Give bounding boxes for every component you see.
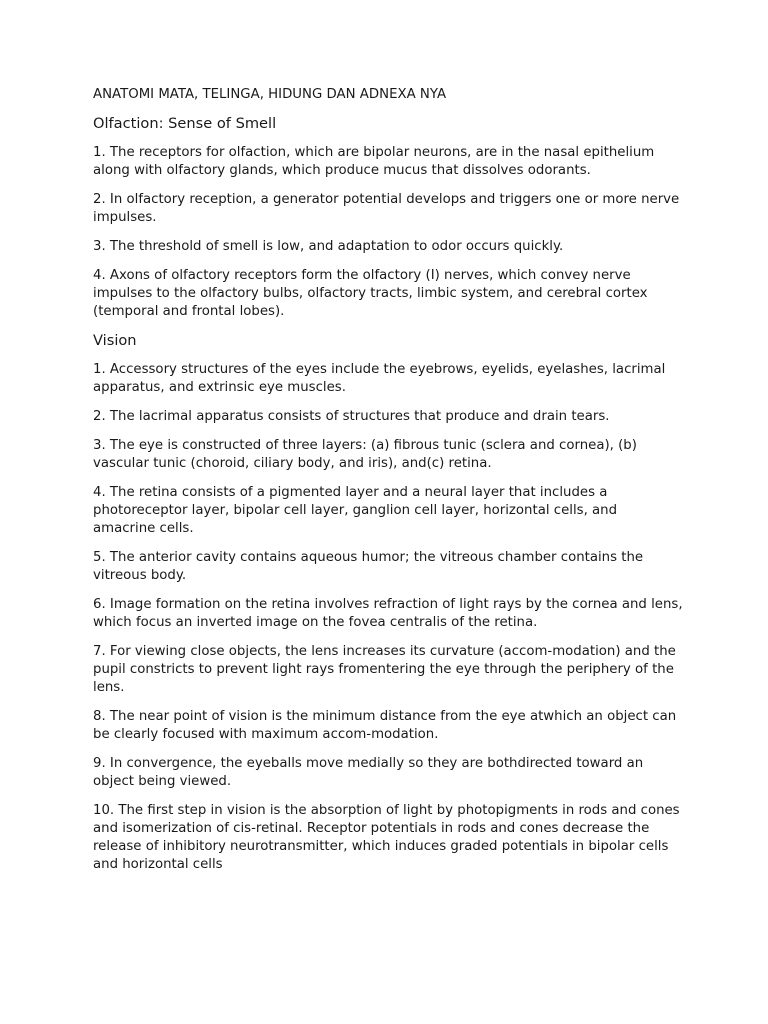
paragraph: 1. Accessory structures of the eyes include the eyebrows, eyelids, eyelashes, lacrimal apparatus, and extrinsic eye muscles.: [93, 362, 666, 395]
paragraph: 6. Image formation on the retina involves refraction of light rays by the cornea and lens, which focus an inverted image on the fovea centralis of the retina.: [93, 597, 683, 630]
paragraph: 2. In olfactory reception, a generator potential develops and triggers one or more nerve impulses.: [93, 192, 680, 225]
paragraph: 4. Axons of olfactory receptors form the olfactory (I) nerves, which convey nerve impulses to the olfactory bulbs, olfactory tracts, limbic system, and cerebral cortex (temporal and frontal lobes).: [93, 268, 648, 319]
document-title: ANATOMI MATA, TELINGA, HIDUNG DAN ADNEXA NYA: [93, 87, 447, 102]
paragraph: 1. The receptors for olfaction, which are bipolar neurons, are in the nasal epithelium along with olfactory glands, which produce mucus that dissolves odorants.: [93, 145, 655, 178]
section-vision: [93, 332, 683, 874]
section-heading-vision: Vision: [93, 332, 137, 349]
paragraph: 9. In convergence, the eyeballs move medially so they are bothdirected toward an object being viewed.: [93, 756, 644, 789]
paragraph: 10. The first step in vision is the absorption of light by photopigments in rods and cones and isomerization of cis-retinal. Receptor potentials in rods and cones decrease the release of inhibitory neurotransmitter, which induces graded potentials in bipolar cells and horizontal cells: [93, 803, 680, 872]
document-page: [93, 86, 683, 885]
paragraph: 7. For viewing close objects, the lens increases its curvature (accom-modation) and the pupil constricts to prevent light rays fromentering the eye through the periphery of the lens.: [93, 644, 676, 695]
paragraph: 3. The eye is constructed of three layers: (a) fibrous tunic (sclera and cornea), (b) vascular tunic (choroid, ciliary body, and iris), and(c) retina.: [93, 438, 637, 471]
paragraph: 3. The threshold of smell is low, and adaptation to odor occurs quickly.: [93, 239, 564, 254]
paragraph: 4. The retina consists of a pigmented layer and a neural layer that includes a photoreceptor layer, bipolar cell layer, ganglion cell layer, horizontal cells, and amacrine cells.: [93, 485, 618, 536]
section-olfaction: [93, 115, 683, 321]
paragraph: 2. The lacrimal apparatus consists of structures that produce and drain tears.: [93, 409, 610, 424]
paragraph: 5. The anterior cavity contains aqueous humor; the vitreous chamber contains the vitreous body.: [93, 550, 644, 583]
paragraph: 8. The near point of vision is the minimum distance from the eye atwhich an object can be clearly focused with maximum accom-modation.: [93, 709, 677, 742]
section-heading-olfaction: Olfaction: Sense of Smell: [93, 115, 277, 132]
